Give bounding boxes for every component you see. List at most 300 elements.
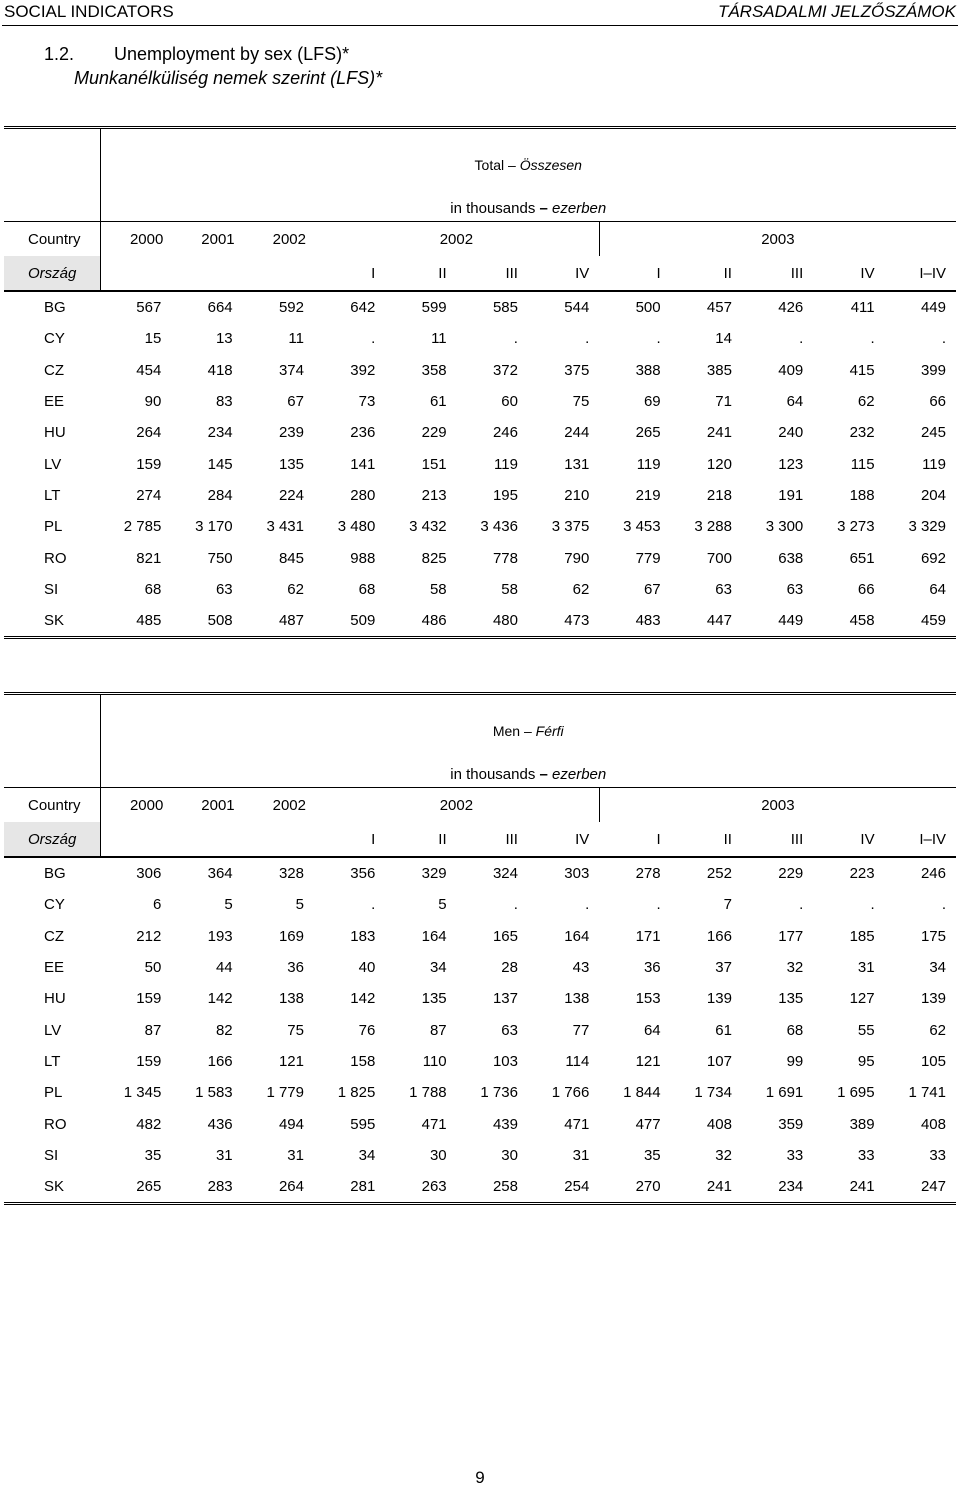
table-cell: 13 bbox=[215, 330, 233, 348]
table-row bbox=[4, 511, 956, 542]
table-cell: 471 bbox=[564, 1115, 590, 1133]
table-cell: 82 bbox=[215, 1021, 233, 1039]
table-cell: 63 bbox=[715, 580, 732, 598]
table-row bbox=[4, 1014, 956, 1045]
section-title: Men – Férfi bbox=[100, 695, 956, 749]
table-cell: 459 bbox=[885, 605, 956, 638]
table-cell: 164 bbox=[421, 927, 447, 945]
table-cell: 31 bbox=[287, 1146, 304, 1164]
table-cell: . bbox=[870, 896, 875, 914]
table-cell: 64 bbox=[929, 580, 946, 598]
table-cell: 166 bbox=[207, 1052, 233, 1070]
country-code: CY bbox=[44, 330, 65, 348]
unit-label bbox=[100, 183, 956, 222]
table-cell: 1 695 bbox=[837, 1084, 875, 1102]
quarter-header: I bbox=[656, 264, 661, 282]
table-cell: 30 bbox=[429, 1146, 447, 1164]
table-cell: 482 bbox=[136, 1115, 162, 1133]
table-row bbox=[4, 355, 956, 386]
unit-hu: ezerben bbox=[552, 200, 607, 217]
table-row bbox=[4, 1077, 956, 1108]
table-cell: 244 bbox=[564, 424, 590, 442]
country-code: HU bbox=[44, 424, 66, 442]
table-row bbox=[4, 574, 956, 605]
table-cell: 62 bbox=[287, 580, 304, 598]
table-row bbox=[4, 1140, 956, 1171]
table-cell: 193 bbox=[207, 927, 233, 945]
country-code: HU bbox=[44, 990, 66, 1008]
table-cell: 3 453 bbox=[623, 518, 661, 536]
table-cell: 252 bbox=[671, 857, 742, 889]
table-cell: 388 bbox=[635, 361, 661, 379]
table-cell: 165 bbox=[492, 927, 518, 945]
table-cell: 1 788 bbox=[409, 1084, 447, 1102]
table-cell: 68 bbox=[358, 580, 376, 598]
table-cell: 385 bbox=[706, 361, 732, 379]
table-cell: 750 bbox=[207, 549, 233, 567]
table-cell: 306 bbox=[100, 857, 171, 889]
table-cell: 119 bbox=[636, 455, 661, 473]
title-hu: Munkanélküliség nemek szerint (LFS)* bbox=[74, 68, 383, 88]
table-cell: 135 bbox=[421, 990, 447, 1008]
table-cell: 36 bbox=[643, 959, 661, 977]
table-cell: 418 bbox=[207, 361, 233, 379]
table-cell: 99 bbox=[786, 1052, 804, 1070]
table-row bbox=[4, 480, 956, 511]
table-cell: 219 bbox=[635, 486, 661, 504]
table-cell: 58 bbox=[429, 580, 447, 598]
unit-hu: ezerben bbox=[552, 766, 607, 783]
table-cell: 229 bbox=[421, 424, 447, 442]
table-cell: 135 bbox=[278, 455, 304, 473]
table-cell: 139 bbox=[706, 990, 732, 1008]
country-code: BG bbox=[4, 857, 100, 889]
table-cell: 30 bbox=[501, 1146, 518, 1164]
table-cell: 138 bbox=[564, 990, 590, 1008]
table-cell: 283 bbox=[171, 1171, 242, 1204]
table-cell: 595 bbox=[350, 1115, 376, 1133]
year-header-row bbox=[4, 222, 956, 257]
table-cell: 246 bbox=[492, 424, 518, 442]
table-cell: 372 bbox=[492, 361, 518, 379]
table-cell: 374 bbox=[278, 361, 304, 379]
table-cell: 75 bbox=[572, 393, 590, 411]
table-cell: 63 bbox=[501, 1021, 518, 1039]
table-cell: 210 bbox=[564, 486, 590, 504]
table-cell: 454 bbox=[136, 361, 162, 379]
table-cell: 166 bbox=[706, 927, 732, 945]
table-cell: 33 bbox=[857, 1146, 875, 1164]
table-cell: 63 bbox=[215, 580, 233, 598]
table-cell: 458 bbox=[813, 605, 884, 638]
table-cell: 169 bbox=[278, 927, 304, 945]
country-code: SI bbox=[44, 580, 59, 598]
table-cell: 188 bbox=[849, 486, 875, 504]
table-cell: 399 bbox=[920, 361, 946, 379]
country-code: EE bbox=[44, 959, 65, 977]
country-code: CZ bbox=[44, 361, 64, 379]
table-cell: 364 bbox=[171, 857, 242, 889]
unit-en: in thousands bbox=[450, 766, 536, 783]
table-cell: 164 bbox=[564, 927, 590, 945]
table-cell: 153 bbox=[635, 990, 661, 1008]
country-header-hu: Ország bbox=[4, 256, 100, 291]
quarter-header: IV bbox=[860, 264, 875, 282]
table-cell: 411 bbox=[813, 291, 884, 323]
table-cell: 408 bbox=[920, 1115, 946, 1133]
table-cell: 281 bbox=[314, 1171, 385, 1204]
quarter-header: III bbox=[505, 264, 518, 282]
table-cell: . bbox=[870, 330, 875, 348]
total-table bbox=[4, 126, 956, 639]
table-cell: 35 bbox=[144, 1146, 162, 1164]
section-title-hu: Összesen bbox=[519, 157, 582, 173]
table-cell: 240 bbox=[778, 424, 804, 442]
table-cell: 278 bbox=[599, 857, 670, 889]
table-cell: 328 bbox=[243, 857, 314, 889]
unit-dash: – bbox=[535, 766, 553, 783]
table-cell: . bbox=[371, 330, 376, 348]
table-cell: 3 480 bbox=[337, 518, 376, 536]
table-row bbox=[4, 605, 956, 638]
table-cell: 43 bbox=[572, 959, 590, 977]
table-cell: 1 345 bbox=[123, 1084, 162, 1102]
table-cell: 7 bbox=[723, 896, 732, 914]
table-cell: 71 bbox=[715, 393, 732, 411]
table-cell: 700 bbox=[706, 549, 732, 567]
section-title-en: Total bbox=[474, 157, 505, 173]
table-cell: 131 bbox=[564, 455, 590, 473]
table-cell: 95 bbox=[857, 1052, 875, 1070]
table-title bbox=[44, 42, 382, 90]
table-cell: 246 bbox=[885, 857, 956, 889]
table-cell: 426 bbox=[742, 291, 813, 323]
table-cell: 567 bbox=[100, 291, 171, 323]
table-cell: 3 300 bbox=[765, 518, 804, 536]
quarter-header-row bbox=[4, 256, 956, 291]
table-cell: 3 288 bbox=[694, 518, 732, 536]
section-title-hu: Férfi bbox=[535, 723, 564, 739]
table-cell: 457 bbox=[671, 291, 742, 323]
country-header-hu: Ország bbox=[4, 822, 100, 857]
table-row bbox=[4, 291, 956, 323]
table-cell: 33 bbox=[929, 1146, 946, 1164]
table-cell: 409 bbox=[778, 361, 804, 379]
table-cell: 821 bbox=[136, 549, 162, 567]
table-cell: 114 bbox=[565, 1052, 590, 1070]
table-cell: 779 bbox=[635, 549, 661, 567]
country-code: SK bbox=[4, 605, 100, 638]
table-cell: 392 bbox=[350, 361, 376, 379]
table-cell: 204 bbox=[920, 486, 946, 504]
table-cell: 11 bbox=[288, 330, 304, 348]
table-cell: 212 bbox=[136, 927, 162, 945]
table-cell: . bbox=[371, 896, 376, 914]
table-cell: 105 bbox=[920, 1052, 946, 1070]
unit-en: in thousands bbox=[450, 200, 536, 217]
table-cell: 3 375 bbox=[551, 518, 590, 536]
table-cell: 284 bbox=[207, 486, 233, 504]
table-cell: 508 bbox=[171, 605, 242, 638]
table-cell: 34 bbox=[929, 959, 946, 977]
section-title-row bbox=[4, 129, 956, 183]
table-cell: 509 bbox=[314, 605, 385, 638]
country-header: Country bbox=[4, 222, 100, 257]
table-cell: 234 bbox=[742, 1171, 813, 1204]
table-cell: 1 766 bbox=[551, 1084, 590, 1102]
table-cell: 34 bbox=[358, 1146, 376, 1164]
table-cell: 58 bbox=[501, 580, 518, 598]
running-header-left: SOCIAL INDICATORS bbox=[4, 2, 174, 21]
table-cell: 121 bbox=[278, 1052, 304, 1070]
table-cell: 473 bbox=[528, 605, 599, 638]
table-cell: 159 bbox=[136, 990, 162, 1008]
section-title-en: Men bbox=[492, 723, 521, 739]
table-cell: 223 bbox=[813, 857, 884, 889]
table-cell: 3 329 bbox=[908, 518, 946, 536]
table-cell: 1 825 bbox=[337, 1084, 376, 1102]
quarter-header: III bbox=[790, 264, 804, 282]
table-cell: 471 bbox=[421, 1115, 447, 1133]
table-cell: 1 691 bbox=[765, 1084, 804, 1102]
table-cell: 375 bbox=[564, 361, 590, 379]
table-cell: 3 273 bbox=[837, 518, 875, 536]
table-cell: 692 bbox=[920, 549, 946, 567]
year-header: 2001 bbox=[171, 222, 242, 257]
table-cell: . bbox=[656, 330, 661, 348]
table-cell: 145 bbox=[207, 455, 233, 473]
table-cell: 483 bbox=[599, 605, 670, 638]
table-cell: 229 bbox=[742, 857, 813, 889]
table-cell: 500 bbox=[599, 291, 670, 323]
table-cell: 64 bbox=[786, 393, 804, 411]
table-cell: 50 bbox=[144, 959, 162, 977]
table-row bbox=[4, 889, 956, 920]
table-cell: 213 bbox=[421, 486, 447, 504]
table-cell: 31 bbox=[572, 1146, 590, 1164]
table-cell: 245 bbox=[920, 424, 946, 442]
table-row bbox=[4, 542, 956, 573]
year-span-2002: 2002 bbox=[314, 788, 599, 823]
table-cell: 845 bbox=[278, 549, 304, 567]
table-cell: 408 bbox=[706, 1115, 732, 1133]
year-span-2002: 2002 bbox=[314, 222, 599, 257]
table-cell: 33 bbox=[786, 1146, 804, 1164]
country-code: EE bbox=[44, 393, 65, 411]
table-cell: 14 bbox=[715, 330, 732, 348]
table-cell: 303 bbox=[528, 857, 599, 889]
table-cell: 142 bbox=[350, 990, 376, 1008]
table-cell: 263 bbox=[385, 1171, 456, 1204]
table-cell: . bbox=[799, 896, 804, 914]
table-cell: 218 bbox=[706, 486, 732, 504]
table-cell: 247 bbox=[885, 1171, 956, 1204]
year-header: 2001 bbox=[171, 788, 242, 823]
table-cell: 159 bbox=[136, 455, 162, 473]
running-header-right: TÁRSADALMI JELZŐSZÁMOK bbox=[717, 2, 956, 21]
table-cell: 239 bbox=[278, 424, 304, 442]
table-cell: 15 bbox=[144, 330, 162, 348]
title-en: Unemployment by sex (LFS)* bbox=[114, 44, 350, 64]
quarter-header: IV bbox=[575, 830, 590, 848]
table-number: 1.2. bbox=[44, 44, 75, 64]
table-cell: 141 bbox=[350, 455, 376, 473]
table-cell: 151 bbox=[421, 455, 447, 473]
table-cell: 31 bbox=[857, 959, 875, 977]
country-code: LV bbox=[44, 455, 62, 473]
table-cell: 121 bbox=[635, 1052, 661, 1070]
table-cell: 31 bbox=[215, 1146, 233, 1164]
table-cell: 36 bbox=[287, 959, 304, 977]
quarter-header: I bbox=[371, 264, 376, 282]
table-cell: 329 bbox=[385, 857, 456, 889]
table-cell: 159 bbox=[136, 1052, 162, 1070]
table-cell: 486 bbox=[385, 605, 456, 638]
table-row bbox=[4, 983, 956, 1014]
quarter-header: I bbox=[656, 830, 661, 848]
table-cell: 324 bbox=[457, 857, 528, 889]
quarter-header: I bbox=[371, 830, 376, 848]
table-cell: 175 bbox=[920, 927, 946, 945]
table-cell: 265 bbox=[635, 424, 661, 442]
table-cell: 75 bbox=[287, 1021, 304, 1039]
table-cell: 87 bbox=[144, 1021, 162, 1039]
table-cell: 5 bbox=[295, 896, 304, 914]
quarter-header: IV bbox=[860, 830, 875, 848]
table-cell: 77 bbox=[572, 1021, 590, 1039]
table-cell: 651 bbox=[849, 549, 875, 567]
year-header: 2002 bbox=[243, 222, 314, 257]
table-cell: 358 bbox=[421, 361, 447, 379]
table-cell: 1 844 bbox=[623, 1084, 661, 1102]
table-cell: 28 bbox=[501, 959, 518, 977]
table-cell: 1 741 bbox=[908, 1084, 946, 1102]
table-cell: 11 bbox=[431, 330, 447, 348]
table-cell: 171 bbox=[635, 927, 661, 945]
table-cell: 241 bbox=[706, 424, 732, 442]
table-cell: . bbox=[513, 330, 518, 348]
table-cell: 790 bbox=[564, 549, 590, 567]
country-code: BG bbox=[4, 291, 100, 323]
country-code: RO bbox=[44, 549, 67, 567]
table-cell: 34 bbox=[429, 959, 447, 977]
table-cell: 66 bbox=[857, 580, 875, 598]
table-cell: 447 bbox=[671, 605, 742, 638]
table-cell: 61 bbox=[429, 393, 447, 411]
unit-label bbox=[100, 749, 956, 788]
table-cell: 40 bbox=[358, 959, 376, 977]
table-cell: 5 bbox=[224, 896, 233, 914]
country-header: Country bbox=[4, 788, 100, 823]
table-row bbox=[4, 857, 956, 889]
table-cell: 1 736 bbox=[480, 1084, 518, 1102]
table-cell: 485 bbox=[100, 605, 171, 638]
table-cell: 137 bbox=[492, 990, 518, 1008]
table-cell: 264 bbox=[243, 1171, 314, 1204]
unit-row bbox=[4, 749, 956, 788]
table-cell: 480 bbox=[457, 605, 528, 638]
header-rule bbox=[2, 25, 958, 26]
table-cell: 477 bbox=[635, 1115, 661, 1133]
table-cell: 778 bbox=[492, 549, 518, 567]
table-cell: 494 bbox=[278, 1115, 304, 1133]
country-code: PL bbox=[44, 1084, 63, 1102]
table-cell: . bbox=[656, 896, 661, 914]
table-cell: . bbox=[513, 896, 518, 914]
table-cell: 135 bbox=[778, 990, 804, 1008]
table-cell: 234 bbox=[207, 424, 233, 442]
table-cell: 68 bbox=[786, 1021, 804, 1039]
table-cell: 265 bbox=[100, 1171, 171, 1204]
table-cell: 449 bbox=[742, 605, 813, 638]
table-cell: 274 bbox=[136, 486, 162, 504]
table-cell: 69 bbox=[643, 393, 661, 411]
table-row bbox=[4, 448, 956, 479]
table-row bbox=[4, 1108, 956, 1139]
table-cell: 6 bbox=[152, 896, 162, 914]
country-code: PL bbox=[44, 518, 63, 536]
table-cell: 61 bbox=[715, 1021, 732, 1039]
table-cell: 142 bbox=[207, 990, 233, 1008]
country-code: SI bbox=[44, 1146, 59, 1164]
table-cell: 177 bbox=[778, 927, 804, 945]
quarter-header: I–IV bbox=[919, 830, 946, 848]
quarter-header: IV bbox=[575, 264, 590, 282]
table-cell: 825 bbox=[421, 549, 447, 567]
table-cell: 110 bbox=[422, 1052, 447, 1070]
table-cell: 138 bbox=[278, 990, 304, 1008]
table-cell: 638 bbox=[778, 549, 804, 567]
table-cell: 3 431 bbox=[266, 518, 304, 536]
table-cell: 2 785 bbox=[123, 518, 162, 536]
table-row bbox=[4, 386, 956, 417]
table-cell: 67 bbox=[287, 393, 304, 411]
country-code: LT bbox=[44, 1052, 61, 1070]
unit-row bbox=[4, 183, 956, 222]
table-cell: . bbox=[941, 896, 946, 914]
table-cell: . bbox=[585, 896, 590, 914]
year-header-row bbox=[4, 788, 956, 823]
table-cell: 449 bbox=[885, 291, 956, 323]
table-cell: 359 bbox=[778, 1115, 804, 1133]
table-cell: 1 734 bbox=[694, 1084, 732, 1102]
table-cell: 389 bbox=[849, 1115, 875, 1133]
table-row bbox=[4, 952, 956, 983]
table-cell: 62 bbox=[572, 580, 590, 598]
table-cell: 592 bbox=[243, 291, 314, 323]
country-code: SK bbox=[4, 1171, 100, 1204]
table-cell: 76 bbox=[358, 1021, 376, 1039]
table-cell: 119 bbox=[494, 455, 518, 473]
section-title: Total – Összesen bbox=[100, 129, 956, 183]
quarter-header: II bbox=[723, 264, 732, 282]
country-code: RO bbox=[44, 1115, 67, 1133]
table-cell: 119 bbox=[922, 455, 946, 473]
table-cell: 191 bbox=[778, 486, 804, 504]
year-header: 2000 bbox=[100, 222, 171, 257]
table-cell: 3 432 bbox=[409, 518, 447, 536]
quarter-header-row bbox=[4, 822, 956, 857]
table-cell: 32 bbox=[786, 959, 804, 977]
table-cell: 67 bbox=[643, 580, 661, 598]
table-cell: . bbox=[941, 330, 946, 348]
table-cell: 5 bbox=[438, 896, 447, 914]
section-title-row bbox=[4, 695, 956, 749]
quarter-header: II bbox=[438, 830, 447, 848]
table-cell: 35 bbox=[643, 1146, 661, 1164]
table-cell: 64 bbox=[643, 1021, 661, 1039]
table-cell: 55 bbox=[857, 1021, 875, 1039]
